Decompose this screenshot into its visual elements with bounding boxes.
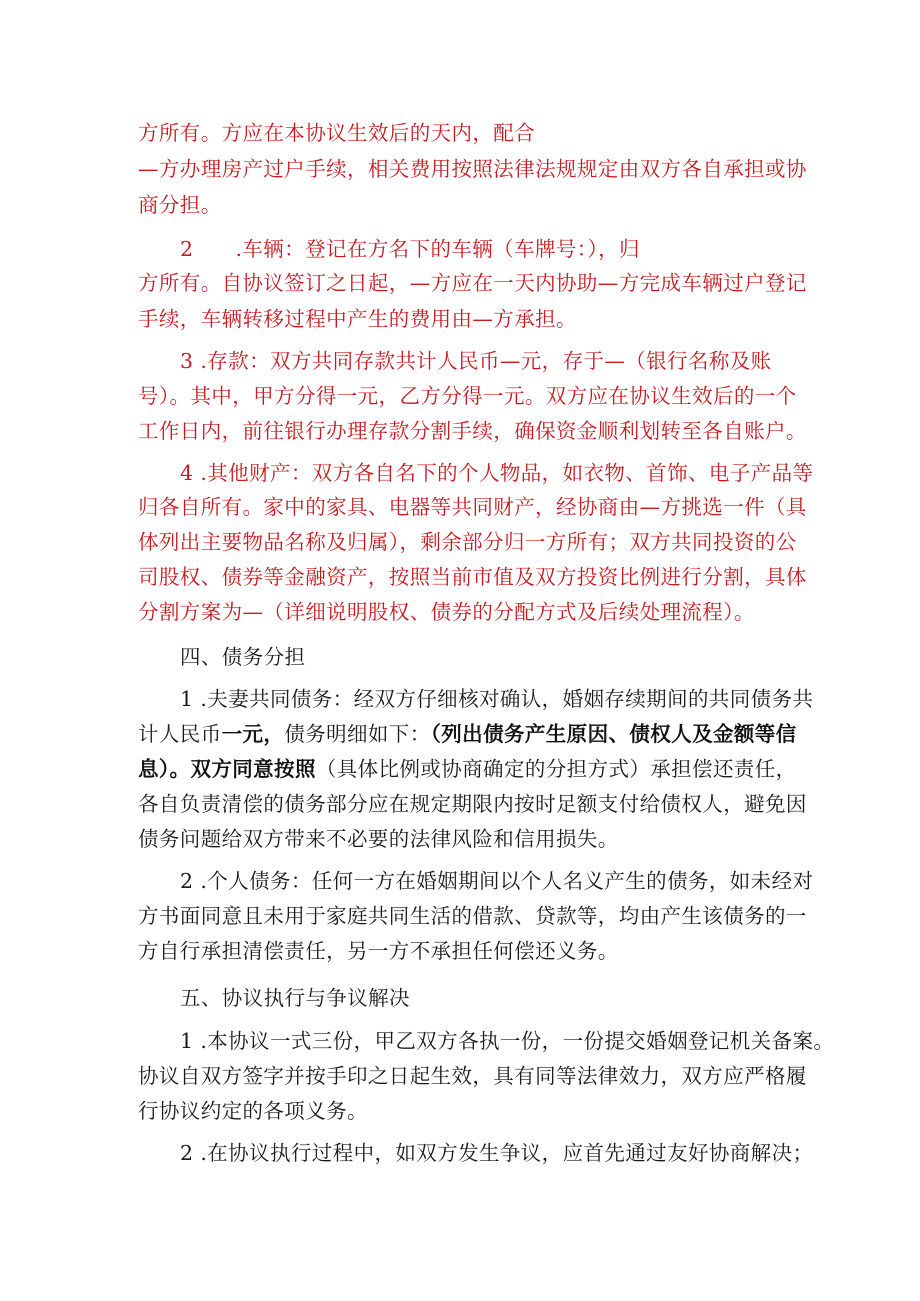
list-number: 2 [180,237,194,261]
text-line: 债务问题给双方带来不必要的法律风险和信用损失。 [138,827,619,851]
text-line: 商分担。 [138,193,222,217]
text-line: 工作日内，前往银行办理存款分割手续，确保资金顺利划转至各自账户。 [138,419,807,443]
text-span: .车辆：登记在方名下的车辆（车牌号：），归 [235,237,640,261]
text-span: 计人民币 [138,722,222,746]
text-line [138,719,797,749]
text-line: 体列出主要物品名称及归属），剩余部分归一方所有；双方共同投资的公 [138,530,797,554]
section-heading: 四、债务分担 [180,645,306,669]
text-line: 2 .在协议执行过程中，如双方发生争议，应首先通过友好协商解决； [180,1141,814,1165]
section-heading: 五、协议执行与争议解决 [180,986,410,1010]
text-line: 4 .其他财产：双方各自名下的个人物品，如衣物、首饰、电子产品等 [180,461,814,485]
text-line: 2 .个人债务：任何一方在婚姻期间以个人名义产生的债务，如未经对 [180,869,814,893]
text-line: 各自负责清偿的债务部分应在规定期限内按时足额支付给债权人，避免因 [138,792,807,816]
text-line: 行协议约定的各项义务。 [138,1099,368,1123]
text-line: 分割方案为—（详细说明股权、债券的分配方式及后续处理流程）。 [138,600,755,624]
bold-span: 息）。双方同意按照 [138,757,316,781]
text-line [138,754,797,784]
text-line: 3 .存款：双方共同存款共计人民币—元，存于—（银行名称及账 [180,349,772,373]
text-line: 归各自所有。家中的家具、电器等共同财产，经协商由—方挑选一件（具 [138,495,807,519]
text-line: —方办理房产过户手续，相关费用按照法律法规规定由双方各自承担或协 [138,157,807,181]
bold-span: （列出债务产生原因、债权人及金额等信 [430,722,797,746]
text-line: 1 .夫妻共同债务：经双方仔细核对确认，婚姻存续期间的共同债务共 [180,687,814,711]
text-line [180,234,640,264]
text-line: 司股权、债券等金融资产，按照当前市值及双方投资比例进行分割，具体 [138,565,807,589]
text-span: （具体比例或协商确定的分担方式）承担偿还责任， [315,757,797,781]
text-line: 方所有。方应在本协议生效后的天内，配合 [138,121,536,145]
text-line: 协议自双方签字并按手印之日起生效，具有同等法律效力，双方应严格履 [138,1064,807,1088]
bold-span: 一元， [221,722,285,746]
text-line: 1 .本协议一式三份，甲乙双方各执一份，一份提交婚姻登记机关备案。 [180,1029,835,1053]
text-line: 方所有。自协议签订之日起，—方应在一天内协助—方完成车辆过户登记 [138,271,807,295]
text-line: 方书面同意且未用于家庭共同生活的借款、贷款等，均由产生该债务的一 [138,904,807,928]
text-line: 号）。其中，甲方分得一元，乙方分得一元。双方应在协议生效后的一个 [138,384,797,408]
text-line: 方自行承担清偿责任，另一方不承担任何偿还义务。 [138,939,619,963]
text-line: 手续，车辆转移过程中产生的费用由—方承担。 [138,307,577,331]
text-span: 债务明细如下： [284,722,431,746]
